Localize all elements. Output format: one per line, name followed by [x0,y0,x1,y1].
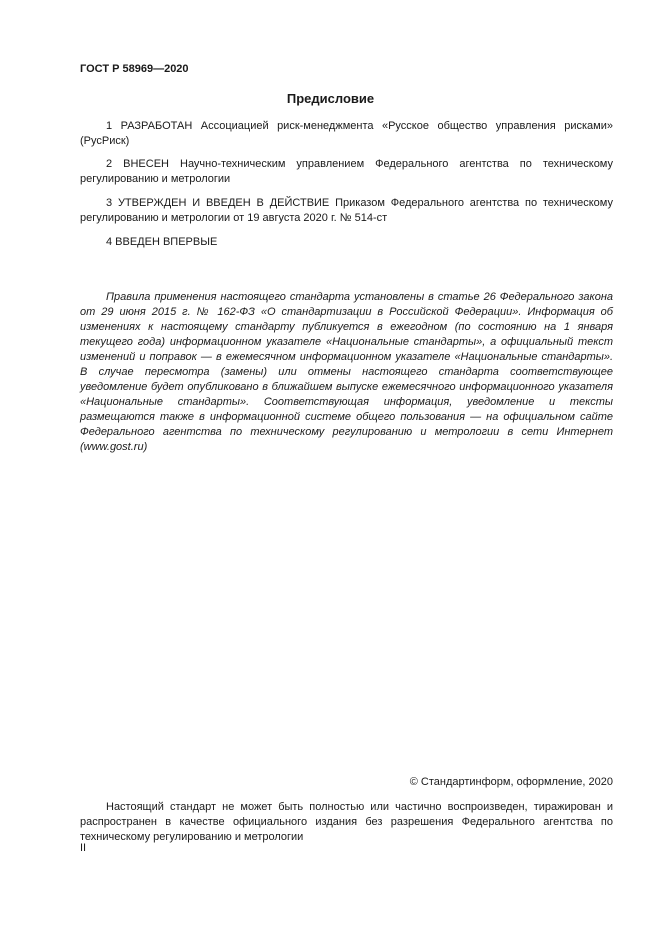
foreword-item-text: 4 ВВЕДЕН ВПЕРВЫЕ [106,236,218,248]
copyright: © Стандартинформ, оформление, 2020 [409,776,613,788]
foreword-item-text: 2 ВНЕСЕН Научно-техническим управлением Федерального агентства по техническому регулированию и метрологии [80,158,613,185]
reproduction-notice [80,800,613,845]
reproduction-notice-text: Настоящий стандарт не может быть полностью или частично воспроизведен, тиражирован и распространен в качестве официального издания без разрешения Федерального агентства по техническому регулированию и метрологии [80,801,613,843]
page-number: II [80,842,87,854]
foreword-item-text: 1 РАЗРАБОТАН Ассоциацией риск-менеджмента «Русское общество управления рисками» (РусРиск) [80,120,613,147]
foreword-item-2 [80,157,613,187]
section-title: Предисловие [286,91,375,106]
foreword-item-3 [80,196,613,226]
foreword-item-4 [80,235,613,250]
foreword-item-1 [80,119,613,149]
foreword-item-text: 3 УТВЕРЖДЕН И ВВЕДЕН В ДЕЙСТВИЕ Приказом Федерального агентства по техническому регулированию и метрологии от 19 августа 2020 г. № 514-ст [80,197,613,224]
standard-id: ГОСТ Р 58969—2020 [80,63,189,75]
usage-notice-text: Правила применения настоящего стандарта установлены в статье 26 Федерального закона от 29 июня 2015 г. № 162-ФЗ «О стандартизации в Российской Федерации». Информация об изменениях к настоящему стандарту публикуется в ежегодном (по состоянию на 1 января текущего года) информационном указателе «Национальные стандарты», а официальный текст изменений и поправок — в ежемесячном информационном указателе «Национальные стандарты». В случае пересмотра (замены) или отмены настоящего стандарта соответствующее уведомление будет опубликовано в ближайшем выпуске ежемесячного информационного указателя «Национальные стандарты». Соответствующая информация, уведомление и тексты размещаются также в информационной системе общего пользования — на официальном сайте Федерального агентства по техническому регулированию и метрологии в сети Интернет (www.gost.ru) [80,291,613,453]
usage-notice [80,290,613,455]
